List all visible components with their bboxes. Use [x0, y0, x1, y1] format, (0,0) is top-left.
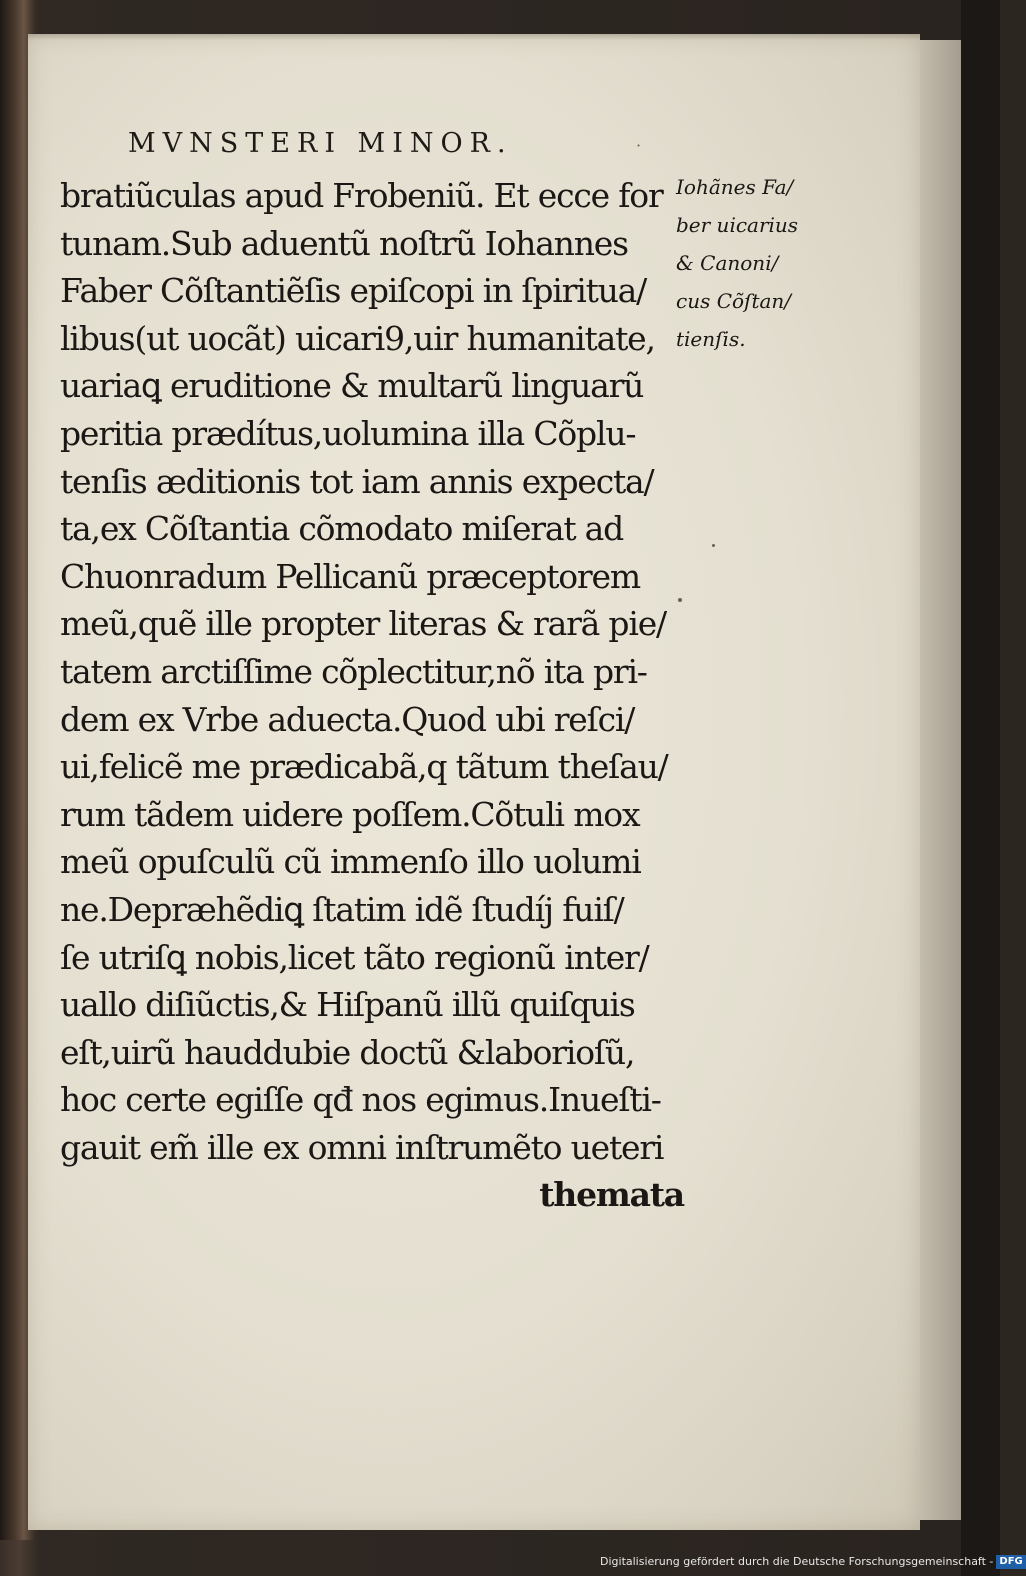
right-shadow: [961, 0, 1000, 1576]
text-line: libus(ut uocãt) uicari9,uir humanitate,: [60, 318, 655, 358]
text-line: eſt,uirũ hauddubie doctũ &laborioſũ,: [60, 1032, 635, 1072]
credit-text: Digitalisierung gefördert durch die Deutsche Forschungsgemeinschaft -: [600, 1555, 994, 1568]
marginal-line: Iohãnes Fa/: [676, 175, 794, 199]
catchword: themata: [539, 1175, 684, 1215]
text-line: tenſis æditionis tot iam annis expecta/: [60, 461, 654, 501]
text-line: uariaꝗ eruditione & multarũ linguarũ: [60, 366, 644, 406]
text-line: ſe utriſꝗ nobis,licet tãto regionũ inter/: [60, 937, 649, 977]
text-line: ta,ex Cõſtantia cõmodato miſerat ad: [60, 509, 624, 549]
marginal-line: ber uicarius: [676, 213, 799, 237]
text-line: dem ex Vrbe aduecta.Quod ubi reſci/: [60, 699, 635, 739]
running-head: MVNSTERI MINOR.: [128, 128, 513, 159]
digitization-credit: [600, 1552, 1023, 1572]
text-line: tunam.Sub aduentũ noſtrũ Iohannes: [60, 223, 628, 263]
printer-mark: ·: [636, 136, 642, 155]
text-line: Chuonradum Pellicanũ præceptorem: [60, 556, 640, 596]
text-line: Faber Cõſtantiẽſis epiſcopi in ſpiritua/: [60, 271, 647, 311]
text-line: meũ opuſculũ cũ immenſo illo uolumi: [60, 842, 641, 882]
dfg-logo: DFG: [996, 1555, 1025, 1569]
paper-speck: [678, 598, 682, 602]
text-line: uallo diſiũctis,& Hiſpanũ illũ quiſquis: [60, 985, 635, 1025]
marginal-note: [676, 168, 836, 358]
text-line: rum tãdem uidere poſſem.Cõtuli mox: [60, 794, 640, 834]
marginal-line: & Canoni/: [676, 251, 779, 275]
paper-speck: [712, 544, 715, 547]
text-line: meũ,quẽ ille propter literas & rarã pie/: [60, 604, 666, 644]
text-line: ui,felicẽ me prædicabã,q tãtum theſau/: [60, 747, 668, 787]
page-top-edge: [28, 34, 920, 40]
marginal-line: tienſis.: [676, 327, 746, 351]
text-line: ne.Depræhẽdiꝗ ſtatim idẽ ſtudíj fuiſ/: [60, 889, 624, 929]
text-line: peritia prædítus,uolumina illa Cõplu-: [60, 413, 636, 453]
text-line: hoc certe egiſſe qđ nos egimus.Inueſti-: [60, 1080, 661, 1120]
text-line: bratiũculas apud Frobeniũ. Et ecce for: [60, 176, 663, 215]
text-line: tatem arctiſſime cõplectitur,nõ ita pri-: [60, 651, 647, 691]
marginal-line: cus Cõſtan/: [676, 289, 792, 313]
main-text-block: [60, 172, 690, 1219]
text-line: gauit em̃ ille ex omni inſtrumẽto ueteri: [60, 1127, 664, 1167]
